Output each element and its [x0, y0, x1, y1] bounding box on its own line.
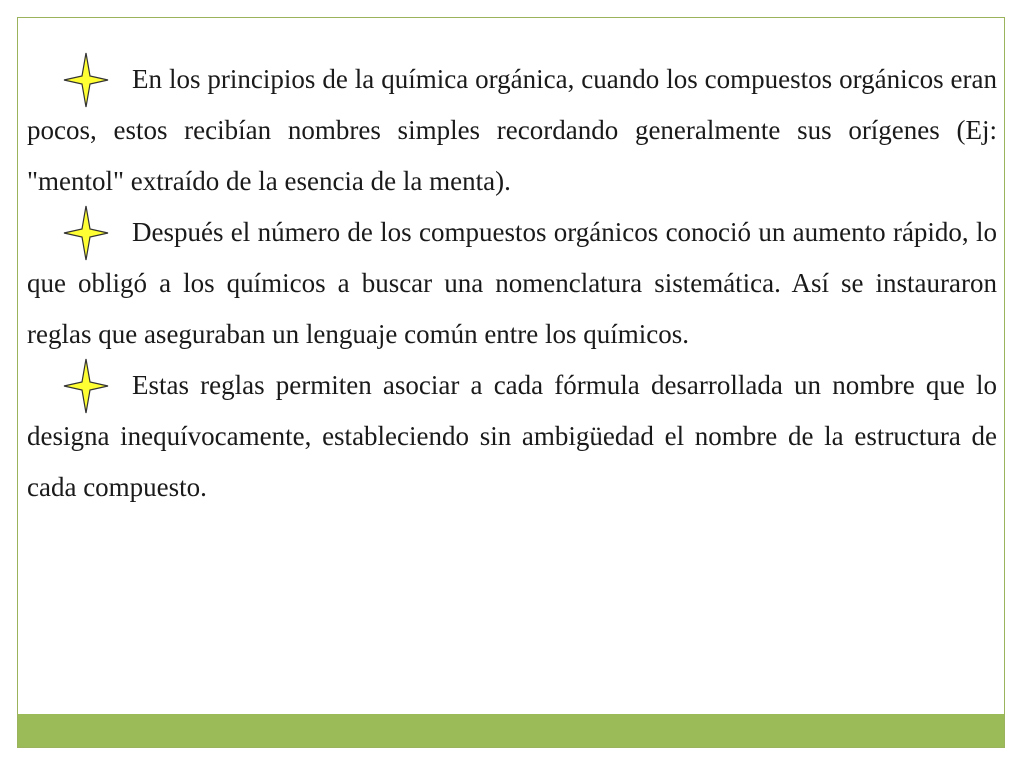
paragraph-1: [27, 54, 997, 207]
paragraph-3: [27, 360, 997, 513]
four-point-star-icon: [63, 205, 109, 261]
paragraph-3-text: Estas reglas permiten asociar a cada fórmula desarrollada un nombre que lo designa inequívocamente, estableciendo sin ambigüedad el nombre de la estructura de cada compuesto.: [27, 370, 997, 502]
footer-accent-bar: [18, 714, 1004, 747]
slide-frame: [17, 17, 1005, 748]
paragraph-2: [27, 207, 997, 360]
paragraph-1-text: En los principios de la química orgánica, cuando los compuestos orgánicos eran pocos, estos recibían nombres simples recordando generalmente sus orígenes (Ej: "mentol" extraído de la esencia de la menta).: [27, 64, 997, 196]
four-point-star-icon: [63, 52, 109, 108]
four-point-star-icon: [63, 358, 109, 414]
slide-body: [27, 54, 997, 513]
paragraph-2-text: Después el número de los compuestos orgánicos conoció un aumento rápido, lo que obligó a los químicos a buscar una nomenclatura sistemática. Así se instauraron reglas que aseguraban un lenguaje común entre los químicos.: [27, 217, 997, 349]
